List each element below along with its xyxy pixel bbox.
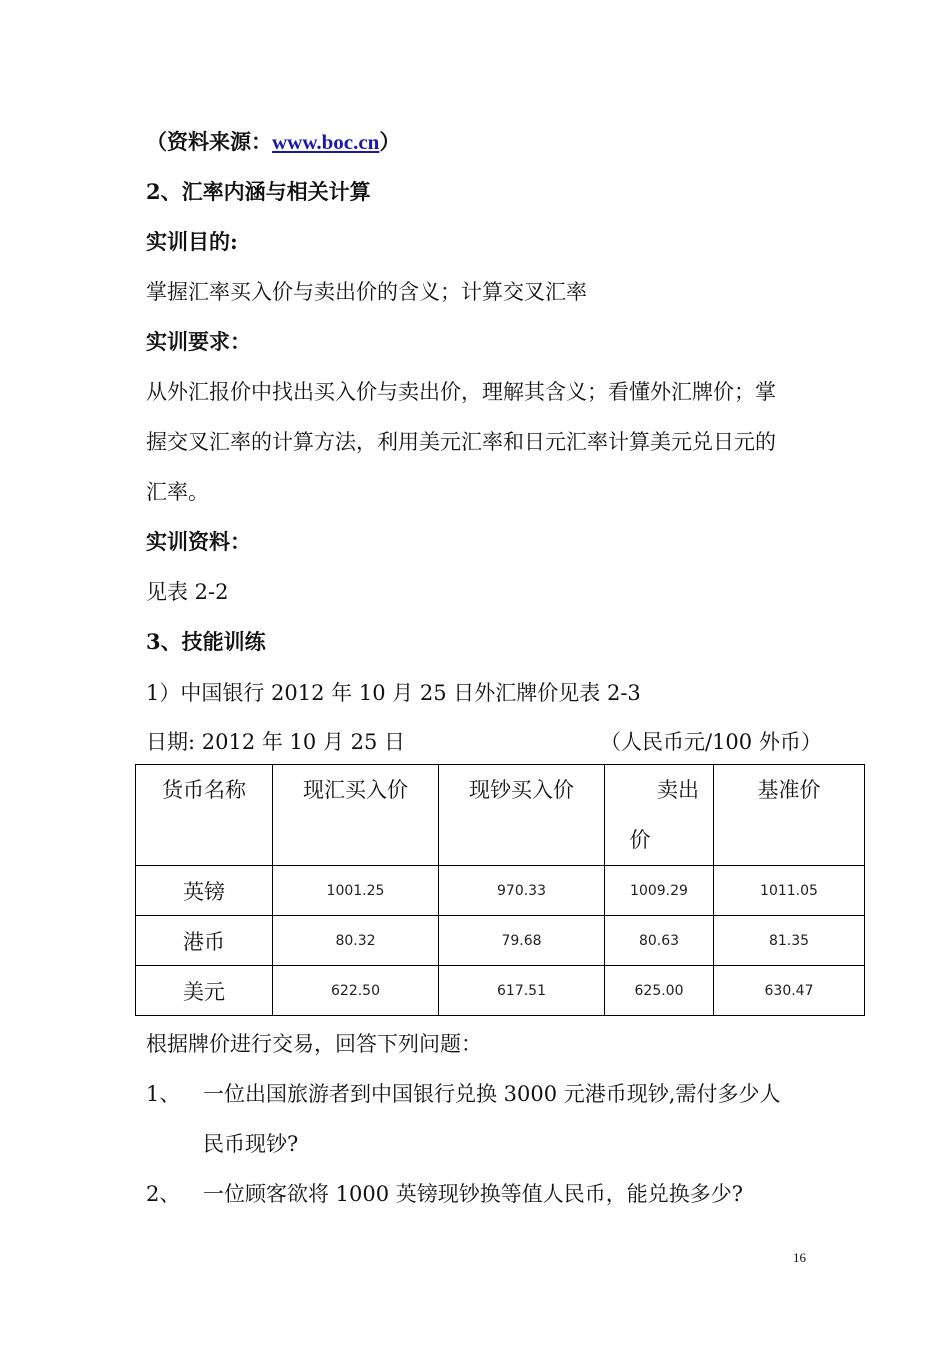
purpose-label: 实训目的: xyxy=(146,229,238,254)
question-1-line-2: 民币现钞? xyxy=(203,1132,299,1156)
header-sell: 卖出 价 xyxy=(605,765,714,866)
sell-cell: 80.63 xyxy=(605,916,714,966)
instruction-text: 根据牌价进行交易，回答下列问题： xyxy=(146,1032,482,1056)
table-header-row xyxy=(136,765,865,866)
cash-buy-cell: 970.33 xyxy=(439,866,605,916)
section3-heading: 3、技能训练 xyxy=(146,629,266,654)
item1-text: 1）中国银行 2012 年 10 月 25 日外汇牌价见表 2-3 xyxy=(146,681,641,705)
question-2-line-1: 一位顾客欲将 1000 英镑现钞换等值人民币，能兑换多少? xyxy=(203,1182,744,1206)
header-cash-buy: 现钞买入价 xyxy=(439,765,605,866)
spot-buy-cell: 622.50 xyxy=(273,966,439,1016)
spot-buy-cell: 1001.25 xyxy=(273,866,439,916)
currency-cell: 港币 xyxy=(136,916,273,966)
sell-cell: 625.00 xyxy=(605,966,714,1016)
materials-label: 实训资料： xyxy=(146,529,251,554)
sell-cell: 1009.29 xyxy=(605,866,714,916)
table-row xyxy=(136,966,865,1016)
header-spot-buy: 现汇买入价 xyxy=(273,765,439,866)
source-link[interactable]: www.boc.cn xyxy=(272,130,380,154)
requirements-line-3: 汇率。 xyxy=(146,480,209,504)
currency-cell: 英镑 xyxy=(136,866,273,916)
source-close: ） xyxy=(379,129,401,154)
date-label: 日期: 2012 年 10 月 25 日 xyxy=(146,730,406,754)
cash-buy-cell: 617.51 xyxy=(439,966,605,1016)
base-cell: 630.47 xyxy=(714,966,865,1016)
header-currency: 货币名称 xyxy=(136,765,273,866)
purpose-text: 掌握汇率买入价与卖出价的含义；计算交叉汇率 xyxy=(146,280,587,304)
requirements-line-1: 从外汇报价中找出买入价与卖出价，理解其含义；看懂外汇牌价；掌 xyxy=(146,380,776,404)
spot-buy-cell: 80.32 xyxy=(273,916,439,966)
requirements-line-2: 握交叉汇率的计算方法，利用美元汇率和日元汇率计算美元兑日元的 xyxy=(146,430,776,454)
base-cell: 81.35 xyxy=(714,916,865,966)
source-open: （资料来源： xyxy=(146,129,272,154)
materials-text: 见表 2-2 xyxy=(146,580,229,604)
exchange-rate-table xyxy=(135,764,865,1016)
question-1-line-1: 一位出国旅游者到中国银行兑换 3000 元港币现钞,需付多少人 xyxy=(203,1082,781,1106)
source-line xyxy=(146,128,400,156)
section2-heading: 2、汇率内涵与相关计算 xyxy=(146,179,371,204)
base-cell: 1011.05 xyxy=(714,866,865,916)
cash-buy-cell: 79.68 xyxy=(439,916,605,966)
table-row xyxy=(136,866,865,916)
question-2-number: 2、 xyxy=(146,1182,181,1206)
currency-cell: 美元 xyxy=(136,966,273,1016)
question-1-number: 1、 xyxy=(146,1082,181,1106)
unit-label: （人民币元/100 外币） xyxy=(600,730,822,754)
table-row xyxy=(136,916,865,966)
header-base: 基准价 xyxy=(714,765,865,866)
requirements-label: 实训要求： xyxy=(146,329,251,354)
page-number: 16 xyxy=(793,1250,806,1265)
